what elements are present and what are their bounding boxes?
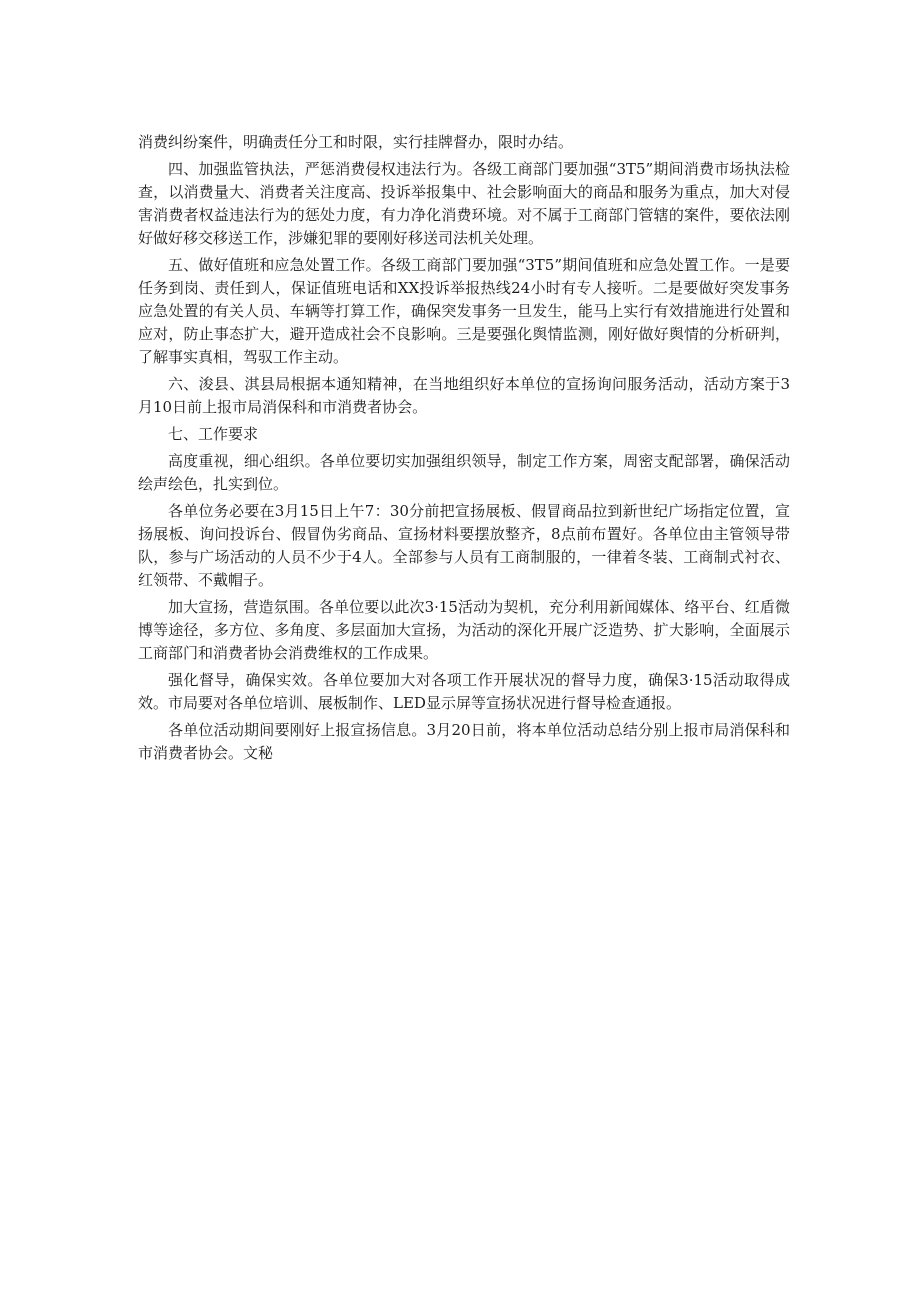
paragraph-requirement-reporting: 各单位活动期间要刚好上报宣扬信息。3月20日前，将本单位活动总结分别上报市局消保科和市消费者协会。文秘 [138,721,790,762]
paragraph-requirement-supervision: 强化督导，确保实效。各单位要加大对各项工作开展状况的督导力度，确保3·15活动取得成效。市局要对各单位培训、展板制作、LED显示屏等宣扬状况进行督导检查通报。 [138,671,790,712]
section-heading-work-requirements: 七、工作要求 [168,425,259,443]
paragraph-requirement-schedule: 各单位务必要在3月15日上午7：30分前把宣扬展板、假冒商品拉到新世纪广场指定位置，宣扬展板、询问投诉台、假冒伪劣商品、宣扬材料要摆放整齐，8点前布置好。各单位由主管领导带队，参与广场活动的人员不少于4人。全部参与人员有工商制服的，一律着冬装、工商制式衬衣、红领带、不戴帽子。 [138,502,790,589]
paragraph-section-five: 五、做好值班和应急处置工作。各级工商部门要加强“3T5”期间值班和应急处置工作。一是要任务到岗、责任到人，保证值班电话和XX投诉举报热线24小时有专人接听。二是要做好突发事务应急处置的有关人员、车辆等打算工作，确保突发事务一旦发生，能马上实行有效措施进行处置和应对，防止事态扩大，避开造成社会不良影响。三是要强化舆情监测，刚好做好舆情的分析研判，了解事实真相，驾驭工作主动。 [138,256,790,366]
paragraph-requirement-publicity: 加大宣扬，营造氛围。各单位要以此次3·15活动为契机，充分利用新闻媒体、络平台、红盾微博等途径，多方位、多角度、多层面加大宣扬，为活动的深化开展广泛造势、扩大影响，全面展示工商部门和消费者协会消费维权的工作成果。 [138,598,790,662]
paragraph-section-six: 六、浚县、淇县局根据本通知精神，在当地组织好本单位的宣扬询问服务活动，活动方案于3月10日前上报市局消保科和市消费者协会。 [138,375,790,416]
document-body [138,131,790,769]
paragraph-section-four: 四、加强监管执法，严惩消费侵权违法行为。各级工商部门要加强“3T5”期间消费市场执法检查，以消费量大、消费者关注度高、投诉举报集中、社会影响面大的商品和服务为重点，加大对侵害消费者权益违法行为的惩处力度，有力净化消费环境。对不属于工商部门管辖的案件，要依法刚好做好移交移送工作，涉嫌犯罪的要刚好移送司法机关处理。 [138,160,790,247]
paragraph-requirement-organization: 高度重视，细心组织。各单位要切实加强组织领导，制定工作方案，周密支配部署，确保活动绘声绘色，扎实到位。 [138,452,790,493]
paragraph-case-handling: 消费纠纷案件，明确责任分工和时限，实行挂牌督办，限时办结。 [138,133,574,151]
